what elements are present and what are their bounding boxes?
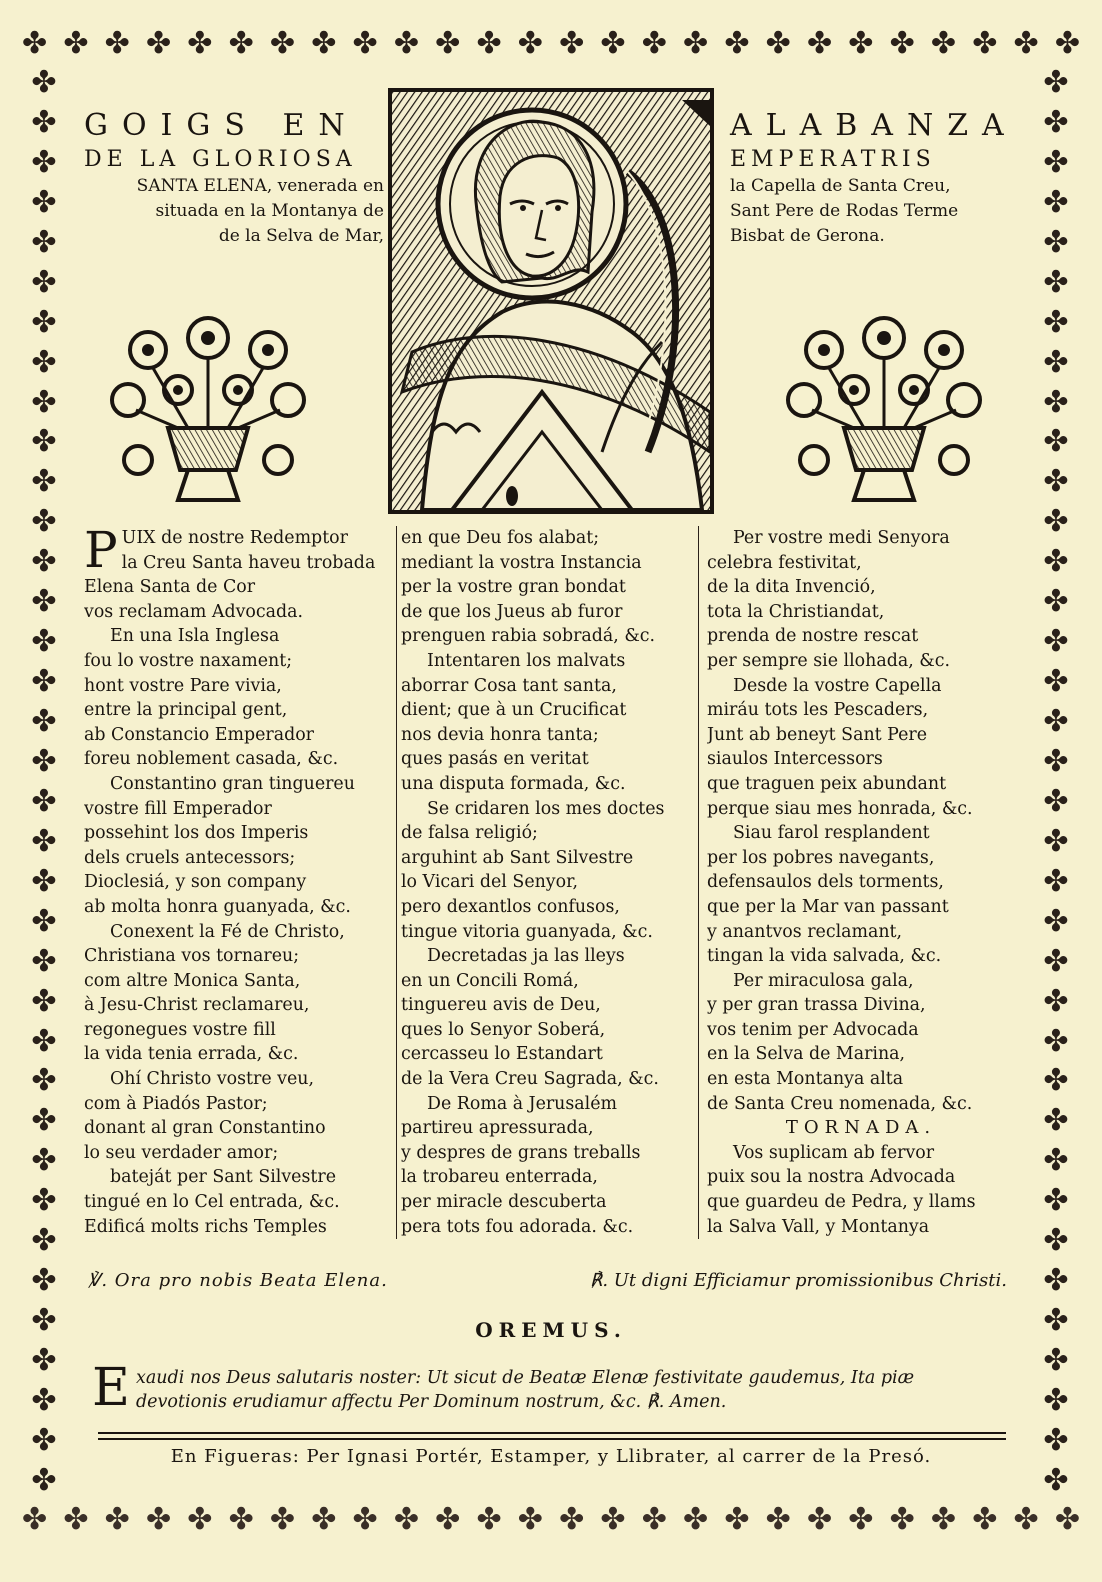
fleuron-ornament: ✤	[930, 1502, 957, 1537]
fleuron-ornament: ✤	[1043, 783, 1069, 819]
fleuron-ornament: ✤	[22, 1502, 48, 1537]
fleuron-ornament: ✤	[31, 823, 57, 859]
verse-line: mediant la vostra Instancia	[401, 552, 642, 573]
fleuron-ornament: ✤	[31, 1263, 57, 1299]
verse-line: à Jesu-Christ reclamareu,	[84, 995, 310, 1016]
fleuron-ornament: ✤	[1013, 26, 1039, 61]
response: ℟. Ut digni Efficiamur promissionibus Christi.	[590, 1270, 1007, 1291]
fleuron-ornament: ✤	[1043, 264, 1069, 300]
fleuron-ornament: ✤	[269, 1502, 296, 1537]
saint-helena-woodcut	[388, 88, 714, 514]
fleuron-ornament: ✤	[724, 1502, 750, 1537]
fleuron-ornament: ✤	[31, 903, 57, 939]
fleuron-ornament: ✤	[559, 1502, 585, 1537]
fleuron-ornament: ✤	[1043, 104, 1069, 140]
fleuron-ornament: ✤	[31, 104, 57, 140]
fleuron-ornament: ✤	[1043, 504, 1069, 540]
verse-line: Vos suplicam ab fervor	[733, 1142, 935, 1163]
fleuron-ornament: ✤	[311, 26, 337, 61]
verse-line: Per miraculosa gala,	[733, 970, 914, 991]
verse-line: vos reclamam Advocada.	[84, 601, 304, 622]
fleuron-ornament: ✤	[31, 464, 57, 500]
verse-columns	[84, 521, 1014, 1256]
flower-vase-right	[784, 310, 984, 510]
verse-column-3	[698, 526, 1015, 1239]
fleuron-ornament: ✤	[228, 1502, 254, 1537]
verse-line: siaulos Intercessors	[707, 749, 883, 770]
verse-line: que guardeu de Pedra, y llams	[707, 1192, 976, 1213]
heading-left-line-3: de la Selva de Mar,	[218, 226, 384, 246]
fleuron-ornament: ✤	[1043, 1382, 1069, 1418]
fleuron-ornament: ✤	[393, 26, 419, 61]
fleuron-ornament: ✤	[765, 1502, 791, 1537]
heading-left-line-1: SANTA ELENA, venerada en	[136, 176, 384, 196]
verse-line: que traguen peix abundant	[707, 773, 947, 794]
verse-lines-1	[84, 521, 388, 1239]
verse-line: Elena Santa de Cor	[84, 577, 256, 598]
fleuron-ornament: ✤	[31, 68, 57, 100]
fleuron-ornament: ✤	[187, 1502, 213, 1537]
fleuron-ornament: ✤	[31, 983, 57, 1019]
verse-line: de falsa religió;	[401, 823, 538, 844]
oremus-heading: OREMUS.	[475, 1318, 627, 1342]
fleuron-ornament: ✤	[1043, 983, 1069, 1019]
fleuron-ornament: ✤	[31, 863, 57, 899]
verse-line: Dioclesiá, y son company	[84, 872, 307, 893]
verse-line: tingue vitoria guanyada, &c.	[401, 921, 653, 942]
fleuron-ornament: ✤	[31, 264, 57, 300]
verse-line: per miracle descuberta	[401, 1192, 607, 1213]
verse-line: arguhint ab Sant Silvestre	[401, 847, 634, 868]
verse-line: Se cridaren los mes doctes	[427, 798, 665, 819]
drop-cap-p: P	[84, 521, 118, 579]
verse-line: Decretadas ja las lleys	[427, 946, 625, 967]
fleuron-ornament: ✤	[848, 26, 874, 61]
fleuron-ornament: ✤	[31, 304, 57, 340]
verse-lines-3	[707, 526, 1015, 1239]
fleuron-ornament: ✤	[1043, 943, 1069, 979]
verse-line: donant al gran Constantino	[84, 1118, 326, 1139]
fleuron-ornament: ✤	[31, 1223, 57, 1259]
fleuron-ornament: ✤	[1043, 1063, 1069, 1099]
fleuron-ornament: ✤	[1043, 384, 1069, 420]
fleuron-ornament: ✤	[393, 1502, 419, 1537]
fleuron-ornament: ✤	[476, 26, 502, 61]
fleuron-ornament: ✤	[1043, 1422, 1069, 1458]
prayer-body: xaudi nos Deus salutaris noster: Ut sicut de Beatæ Elenæ festivitate gaudemus, Ita piæ devotionis erudiamur affectu Per Dominum nostrum, &c. ℟. Amen.	[135, 1368, 915, 1412]
fleuron-ornament: ✤	[31, 1103, 57, 1139]
fleuron-ornament: ✤	[31, 1343, 57, 1378]
fleuron-ornament: ✤	[1043, 823, 1069, 859]
fleuron-ornament: ✤	[848, 1502, 874, 1537]
verse-line: vostre fill Emperador	[84, 798, 272, 819]
verse-line: bateját per Sant Silvestre	[110, 1167, 336, 1188]
verse-line: per la vostre gran bondat	[401, 577, 626, 598]
fleuron-ornament: ✤	[1043, 1023, 1069, 1059]
fleuron-ornament: ✤	[31, 624, 57, 660]
flower-vase-left	[108, 310, 308, 510]
fleuron-ornament: ✤	[1043, 1263, 1069, 1299]
fleuron-ornament: ✤	[31, 1462, 57, 1496]
versicle: ℣. Ora pro nobis Beata Elena.	[88, 1270, 388, 1291]
fleuron-ornament: ✤	[31, 424, 57, 460]
heading-emperatris: EMPERATRIS	[730, 147, 936, 172]
fleuron-ornament: ✤	[1043, 68, 1069, 100]
fleuron-ornament: ✤	[600, 26, 626, 61]
fleuron-ornament: ✤	[1043, 544, 1069, 580]
verse-line: miráu tots les Pescaders,	[707, 700, 929, 721]
verse-line: per sempre sie llohada, &c.	[707, 650, 951, 671]
verse-line: Conexent la Fé de Christo,	[110, 921, 345, 942]
fleuron-ornament: ✤	[930, 26, 957, 61]
fleuron-ornament: ✤	[1043, 184, 1069, 220]
fleuron-ornament: ✤	[1043, 863, 1069, 899]
fleuron-ornament: ✤	[31, 783, 57, 819]
fleuron-ornament: ✤	[1043, 1343, 1069, 1378]
verse-line: celebra festivitat,	[707, 552, 862, 573]
verse-line: que per la Mar van passant	[707, 896, 949, 917]
fleuron-ornament: ✤	[972, 26, 998, 61]
fleuron-ornament: ✤	[1043, 743, 1069, 779]
prayer-text	[92, 1358, 1008, 1418]
fleuron-ornament: ✤	[31, 743, 57, 779]
heading-right	[730, 108, 1020, 249]
verse-line: pera tots fou adorada. &c.	[401, 1216, 634, 1237]
verse-line: la trobareu enterrada,	[401, 1167, 598, 1188]
fleuron-ornament: ✤	[1054, 26, 1080, 61]
fleuron-ornament: ✤	[724, 26, 750, 61]
fleuron-ornament: ✤	[889, 1502, 915, 1537]
verse-line: pero dexantlos confusos,	[401, 896, 620, 917]
verse-line: regonegues vostre fill	[84, 1019, 276, 1040]
fleuron-ornament: ✤	[559, 26, 585, 61]
heading-left	[84, 108, 384, 249]
fleuron-ornament: ✤	[683, 26, 709, 61]
fleuron-ornament: ✤	[31, 584, 57, 620]
verse-line: lo Vicari del Senyor,	[401, 872, 579, 893]
verse-line: ques lo Senyor Soberá,	[401, 1019, 606, 1040]
verse-line: ques pasás en veritat	[401, 749, 589, 770]
fleuron-ornament: ✤	[352, 26, 378, 61]
fleuron-ornament: ✤	[145, 26, 172, 61]
verse-line: tinguereu avis de Deu,	[401, 995, 601, 1016]
fleuron-ornament: ✤	[1043, 704, 1069, 739]
verse-line: lo seu verdader amor;	[84, 1142, 279, 1163]
fleuron-ornament: ✤	[1043, 344, 1069, 380]
verse-line: foreu noblement casada, &c.	[84, 749, 339, 770]
verse-line: UIX de nostre Redemptor	[121, 528, 348, 548]
verse-line: en esta Montanya alta	[707, 1069, 904, 1090]
verse-line: Ohí Christo vostre veu,	[110, 1069, 315, 1090]
verse-line: cercasseu lo Estandart	[401, 1044, 603, 1065]
verse-line: entre la principal gent,	[84, 700, 288, 721]
verse-line: Per vostre medi Senyora	[733, 528, 950, 548]
verse-line: en que Deu fos alabat;	[401, 528, 600, 548]
verse-line: de que los Jueus ab furor	[401, 601, 623, 622]
verse-line: com altre Monica Santa,	[84, 970, 301, 991]
verse-line: la vida tenia errada, &c.	[84, 1044, 299, 1065]
heading-right-line-3: Bisbat de Gerona.	[730, 226, 885, 246]
fleuron-ornament: ✤	[1043, 424, 1069, 460]
fleuron-ornament: ✤	[517, 1502, 543, 1537]
verse-line: prenguen rabia sobradá, &c.	[401, 626, 656, 647]
fleuron-ornament: ✤	[1043, 304, 1069, 340]
verse-line: y per gran trassa Divina,	[707, 995, 926, 1016]
fleuron-ornament: ✤	[972, 1502, 998, 1537]
verse-line: en la Selva de Marina,	[707, 1044, 906, 1065]
verse-line: y anantvos reclamant,	[707, 921, 903, 942]
fleuron-ornament: ✤	[31, 544, 57, 580]
verse-line: defensaulos dels torments,	[707, 872, 944, 893]
fleuron-ornament: ✤	[1043, 664, 1069, 700]
verse-line: Desde la vostre Capella	[733, 675, 942, 696]
fleuron-ornament: ✤	[476, 1502, 502, 1537]
bottom-ornament-border	[22, 1500, 1080, 1540]
heading-left-line-2: situada en la Montanya de	[155, 201, 384, 221]
fleuron-ornament: ✤	[104, 26, 130, 61]
drop-cap-e: E	[92, 1358, 130, 1418]
fleuron-ornament: ✤	[22, 26, 48, 61]
verse-line: per los pobres navegants,	[707, 847, 935, 868]
fleuron-ornament: ✤	[31, 1303, 57, 1339]
fleuron-ornament: ✤	[31, 943, 57, 979]
fleuron-ornament: ✤	[269, 26, 296, 61]
rule-bottom	[98, 1438, 1006, 1440]
verse-line: y despres de grans treballs	[401, 1142, 641, 1163]
fleuron-ornament: ✤	[1013, 1502, 1039, 1537]
verse-line: perque siau mes honrada, &c.	[707, 798, 973, 819]
fleuron-ornament: ✤	[228, 26, 254, 61]
fleuron-ornament: ✤	[31, 184, 57, 220]
rule-top	[98, 1432, 1006, 1434]
fleuron-ornament: ✤	[683, 1502, 709, 1537]
verse-line: tingué en lo Cel entrada, &c.	[84, 1192, 340, 1213]
fleuron-ornament: ✤	[31, 504, 57, 540]
fleuron-ornament: ✤	[1043, 1303, 1069, 1339]
fleuron-ornament: ✤	[806, 26, 833, 61]
fleuron-ornament: ✤	[31, 344, 57, 380]
fleuron-ornament: ✤	[641, 1502, 667, 1537]
verse-line: En una Isla Inglesa	[110, 626, 280, 647]
fleuron-ornament: ✤	[765, 26, 791, 61]
fleuron-ornament: ✤	[1043, 224, 1069, 260]
heading-goigs-en: GOIGS EN	[84, 108, 359, 143]
verse-line: puix sou la nostra Advocada	[707, 1167, 956, 1188]
fleuron-ornament: ✤	[104, 1502, 130, 1537]
verse-line: en un Concili Romá,	[401, 970, 579, 991]
verse-line: prenda de nostre rescat	[707, 626, 919, 647]
tornada-heading: TORNADA.	[785, 1117, 937, 1139]
verse-line: Intentaren los malvats	[427, 650, 626, 671]
fleuron-ornament: ✤	[31, 224, 57, 260]
top-ornament-border	[22, 24, 1080, 64]
fleuron-ornament: ✤	[1043, 1143, 1069, 1179]
fleuron-ornament: ✤	[1043, 1103, 1069, 1139]
verse-line: de Santa Creu nomenada, &c.	[707, 1093, 973, 1114]
fleuron-ornament: ✤	[31, 1143, 57, 1179]
verse-line: fou lo vostre naxament;	[84, 650, 293, 671]
verse-line: Junt ab beneyt Sant Pere	[707, 724, 927, 745]
fleuron-ornament: ✤	[1043, 1183, 1069, 1219]
verse-line: hont vostre Pare vivia,	[84, 675, 282, 696]
left-ornament-border	[24, 68, 64, 1496]
verse-column-1	[84, 521, 388, 1239]
fleuron-ornament: ✤	[889, 26, 915, 61]
fleuron-ornament: ✤	[31, 1422, 57, 1458]
fleuron-ornament: ✤	[1043, 903, 1069, 939]
verse-line: possehint los dos Imperis	[84, 823, 309, 844]
verse-line: Siau farol resplandent	[733, 823, 930, 844]
fleuron-ornament: ✤	[1043, 144, 1069, 180]
fleuron-ornament: ✤	[311, 1502, 337, 1537]
fleuron-ornament: ✤	[145, 1502, 172, 1537]
fleuron-ornament: ✤	[187, 26, 213, 61]
fleuron-ornament: ✤	[600, 1502, 626, 1537]
fleuron-ornament: ✤	[1054, 1502, 1080, 1537]
right-ornament-border	[1036, 68, 1076, 1496]
heading-right-line-1: la Capella de Santa Creu,	[730, 176, 951, 196]
fleuron-ornament: ✤	[1043, 464, 1069, 500]
fleuron-ornament: ✤	[63, 26, 89, 61]
verse-line: de la dita Invenció,	[707, 577, 876, 598]
fleuron-ornament: ✤	[31, 1063, 57, 1099]
fleuron-ornament: ✤	[31, 1023, 57, 1059]
fleuron-ornament: ✤	[31, 1382, 57, 1418]
verse-line: Constantino gran tinguereu	[110, 773, 355, 794]
fleuron-ornament: ✤	[806, 1502, 833, 1537]
verse-line: aborrar Cosa tant santa,	[401, 675, 617, 696]
printer-imprint: En Figueras: Per Ignasi Portér, Estamper, y Llibrater, al carrer de la Presó.	[170, 1446, 932, 1467]
fleuron-ornament: ✤	[435, 1502, 461, 1537]
fleuron-ornament: ✤	[1043, 624, 1069, 660]
heading-right-line-2: Sant Pere de Rodas Terme	[730, 201, 959, 221]
verse-line: vos tenim per Advocada	[707, 1019, 919, 1040]
fleuron-ornament: ✤	[31, 144, 57, 180]
verse-line: tota la Christiandat,	[707, 601, 885, 622]
fleuron-ornament: ✤	[31, 704, 57, 739]
verse-line: tingan la vida salvada, &c.	[707, 946, 942, 967]
fleuron-ornament: ✤	[517, 26, 543, 61]
verse-line: de la Vera Creu Sagrada, &c.	[401, 1069, 659, 1090]
verse-column-2	[396, 526, 699, 1239]
verse-line: Christiana vos tornareu;	[84, 946, 300, 967]
verse-line: la Salva Vall, y Montanya	[707, 1216, 930, 1237]
fleuron-ornament: ✤	[63, 1502, 89, 1537]
verse-lines-2	[401, 526, 699, 1239]
fleuron-ornament: ✤	[1043, 584, 1069, 620]
verse-line: una disputa formada, &c.	[401, 773, 626, 794]
heading-alabanza: ALABANZA	[730, 108, 1018, 143]
verse-line: dient; que à un Crucificat	[401, 700, 627, 721]
fleuron-ornament: ✤	[31, 664, 57, 700]
fleuron-ornament: ✤	[31, 384, 57, 420]
fleuron-ornament: ✤	[31, 1183, 57, 1219]
verse-line: ab molta honra guanyada, &c.	[84, 896, 351, 917]
fleuron-ornament: ✤	[435, 26, 461, 61]
heading-gloriosa: DE LA GLORIOSA	[84, 147, 357, 172]
verse-line: nos devia honra tanta;	[401, 724, 599, 745]
fleuron-ornament: ✤	[1043, 1462, 1069, 1496]
fleuron-ornament: ✤	[641, 26, 667, 61]
verse-line: De Roma à Jerusalém	[427, 1093, 618, 1114]
verse-line: partireu apressurada,	[401, 1118, 594, 1139]
verse-line: la Creu Santa haveu trobada	[121, 552, 376, 573]
fleuron-ornament: ✤	[352, 1502, 378, 1537]
verse-line: com à Piadós Pastor;	[84, 1093, 268, 1114]
verse-line: dels cruels antecessors;	[84, 847, 296, 868]
verse-line: ab Constancio Emperador	[84, 724, 314, 745]
verse-line: Edificá molts richs Temples	[84, 1216, 327, 1237]
fleuron-ornament: ✤	[1043, 1223, 1069, 1259]
